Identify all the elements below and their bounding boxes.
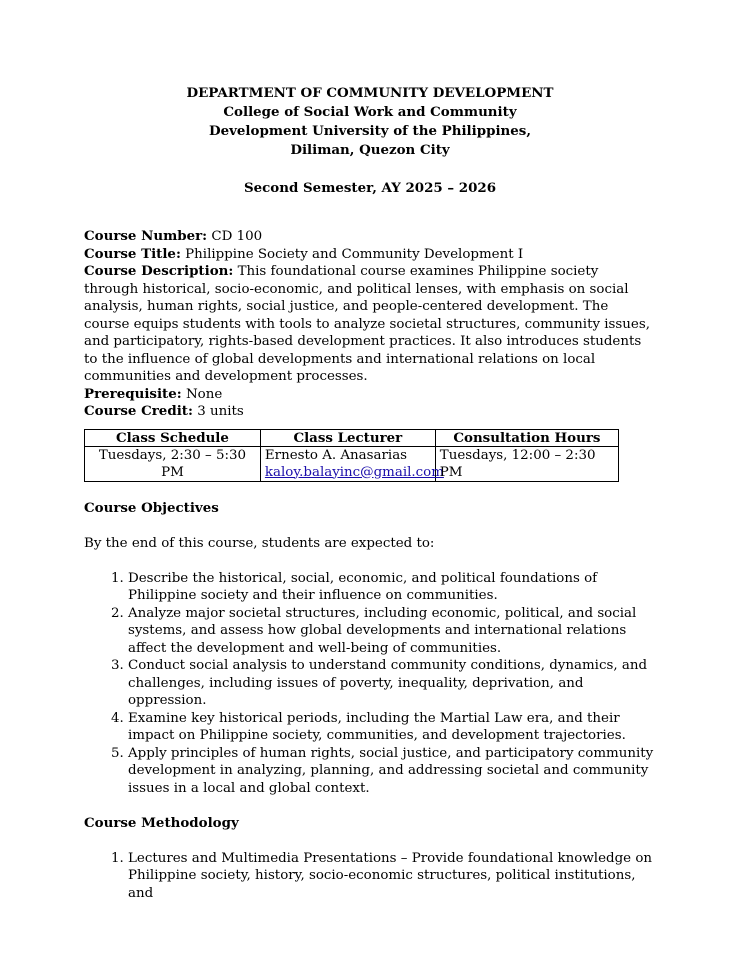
table-header-cell: Class Lecturer: [260, 429, 435, 446]
list-item: 1. Lectures and Multimedia Presentations – Provide foundational knowledge on Philippine society, history, socio-economic structures, political institutions, and: [128, 850, 654, 903]
semester-line: Second Semester, AY 2025 – 2026: [243, 180, 497, 196]
prerequisite: [84, 386, 654, 404]
course-number: [84, 228, 654, 246]
course-credit-value: 3 units: [197, 404, 244, 419]
methodology-list: [84, 850, 654, 903]
class-lecturer-cell: [260, 446, 444, 481]
course-description-text: This foundational course examines Philippine society through historical, socio-economic, and political lenses, with emphasis on social analysis, human rights, social justice, and people-centered development. The course equips students with tools to analyze societal structures, community issues, and participatory, rights-based development practices. It also introduces students to the influence of global developments and international relations on local communities and development processes.: [84, 264, 650, 384]
schedule-table: [84, 429, 619, 482]
location-line: Diliman, Quezon City: [290, 142, 450, 158]
table-header-row: [85, 429, 619, 446]
class-schedule-cell: Tuesdays, 2:30 – 5:30 PM: [85, 446, 261, 481]
course-credit-label: Course Credit:: [84, 403, 193, 419]
list-item: 5. Apply principles of human rights, social justice, and participatory community development in analyzing, planning, and addressing societal and community issues in a local and global context.: [128, 745, 654, 798]
table-header-cell: Class Schedule: [85, 429, 261, 446]
document-header: [0, 84, 740, 198]
lecturer-name: Ernesto A. Anasarias: [264, 447, 408, 463]
list-item: 4. Examine key historical periods, including the Martial Law era, and their impact on Philippine society, communities, and development trajectories.: [128, 710, 654, 745]
document-body: [84, 228, 654, 902]
objectives-list: [84, 570, 654, 798]
department-name: DEPARTMENT OF COMMUNITY DEVELOPMENT: [186, 85, 554, 101]
course-description: [84, 263, 654, 386]
objectives-heading: Course Objectives: [84, 499, 219, 516]
consultation-hours-cell: Tuesdays, 12:00 – 2:30 PM: [435, 446, 618, 481]
course-number-value: CD 100: [211, 229, 263, 244]
college-name-line: College of Social Work and Community: [223, 104, 517, 120]
course-credit: [84, 403, 654, 421]
list-item: 1. Describe the historical, social, economic, and political foundations of Philippine society and their influence on communities.: [128, 570, 654, 605]
list-item: 2. Analyze major societal structures, including economic, political, and social systems, and assess how global developments and international relations affect the development and well-being of communities.: [128, 605, 654, 658]
course-title-value: Philippine Society and Community Development I: [185, 246, 524, 262]
prerequisite-label: Prerequisite:: [84, 385, 182, 402]
course-title-label: Course Title:: [84, 245, 181, 262]
lecturer-email-link[interactable]: kaloy.balayinc@gmail.com: [264, 464, 444, 480]
course-number-label: Course Number:: [84, 228, 208, 244]
course-description-label: Course Description:: [84, 263, 234, 279]
table-row: [85, 446, 619, 481]
table-header-cell: Consultation Hours: [435, 429, 618, 446]
list-item: 3. Conduct social analysis to understand community conditions, dynamics, and challenges, including issues of poverty, inequality, deprivation, and oppression.: [128, 657, 654, 710]
objectives-intro: By the end of this course, students are expected to:: [84, 536, 435, 551]
methodology-heading: Course Methodology: [84, 815, 239, 831]
university-name-line: Development University of the Philippines,: [209, 123, 531, 139]
prerequisite-value: None: [185, 386, 223, 402]
course-title: [84, 246, 654, 264]
